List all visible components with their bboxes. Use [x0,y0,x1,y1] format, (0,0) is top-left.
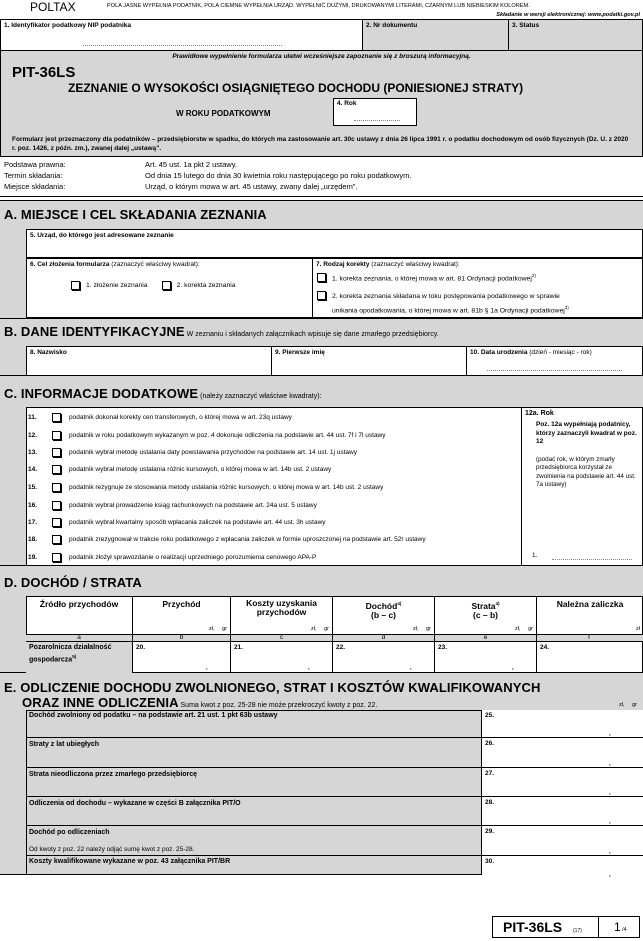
info-item-11: 11. podatnik dokonał korekty cen transferowych, o której mowa w art. 23q ustawy [28,414,292,421]
purpose-option-2-label: 2. korekta zeznania [176,282,236,289]
legal-row [4,160,66,169]
office-field[interactable] [26,229,643,258]
col-header-income: Dochód$^{4)}$ (b – c) zł, gr [333,596,435,634]
correction-type-field [312,258,643,318]
year-12a-bold-note: Poz. 12a wypełniają podatnicy, którzy zaznaczyli kwadrat w poz. 12 [536,421,637,445]
footer-page-number: 1 [614,920,621,934]
info-item-17: 17. podatnik wybrał kwartalny sposób wpłacania zaliczek na podstawie art. 44 ust. 3h ustawy [28,519,326,526]
office-label: 5. Urząd, do którego jest adresowane zeznanie [30,232,174,239]
first-name-field[interactable] [271,346,467,376]
info-item-16: 16. podatnik wybrał prowadzenie ksiąg rachunkowych na podstawie art. 24a ust. 5 ustawy [28,502,317,509]
year-12a-title: 12a. Rok [525,410,554,417]
field-25[interactable]: 25. , [481,710,643,737]
form-description: Formularz jest przeznaczony dla podatników – przedsiębiorstw w spadku, do których ma zastosowanie art. 30c ustawy z dnia 26 lipca 1991 r. o podatku dochodowym od osób fizycznych (Dz. U. z 2020 r. poz. 1426, z późn. zm.), zwanej dalej „ustawą”. [12,136,629,152]
year-12a-input-line [552,559,632,560]
info-14-checkbox[interactable] [52,465,61,474]
info-item-19: 19. podatnik złożył sprawozdanie o realizacji uprzedniego porozumienia cenowego APA-P [28,554,317,561]
footer-code-box [492,916,599,938]
field-23[interactable]: 23. , [435,642,537,673]
correction-option-1-checkbox[interactable] [317,273,326,282]
poltax-brand: POLTAX [30,0,76,14]
section-e-title-line1: E. ODLICZENIE DOCHODU ZWOLNIONEGO, STRAT I KOSZTÓW KWALIFIKOWANYCH [4,680,541,695]
doc-no-label: 2. Nr dokumentu [366,22,418,29]
purpose-option-1-checkbox[interactable] [71,281,80,290]
year-12a-field-label: 1. [532,552,538,559]
legal-label: Podstawa prawna: [4,160,66,169]
info-13-checkbox[interactable] [52,448,61,457]
deduction-row-28: Odliczenia od dochodu – wykazane w części B załącznika PIT/O 28. , [26,797,643,826]
status-field [508,19,643,51]
info-16-checkbox[interactable] [52,501,61,510]
birth-date-label: 10. Data urodzenia (dzień - miesiąc - rok) [470,349,592,356]
section-e-units: zł, gr [618,702,637,708]
year-12a-box[interactable] [521,407,643,566]
year-12a-note: (podać rok, w którym zmarły przedsiębiorca korzystał ze zwolnienia na podstawie art. 44 ust. 7a ustawy) [536,456,636,488]
deduction-row-30: Koszty kwalifikowane wykazane w poz. 43 załącznika PIT/BR 30. , [26,856,643,875]
doc-no-field [362,19,509,51]
field-21[interactable]: 21. , [231,642,333,673]
deduction-row-29: Dochód po odliczeniach Od kwoty z poz. 22 należy odjąć sumę kwot z poz. 25-28. 29. , [26,826,643,856]
info-item-15: 15. podatnik rezygnuje ze stosowania metody ustalania różnic kursowych, o której mowa w art. 14b ust. 2 ustawy [28,484,384,491]
section-d-title: D. DOCHÓD / STRATA [4,575,142,590]
section-e-title-line2: ORAZ INNE ODLICZENIA Suma kwot z poz. 25-28 nie może przekroczyć kwoty z poz. 22. [22,695,378,710]
form-code: PIT-36LS [12,64,76,81]
letter-row: a b c d e f [26,634,643,642]
col-header-revenue: Przychód zł, gr [133,596,231,634]
footer-form-code: PIT-36LS [503,919,563,935]
year-label: W ROKU PODATKOWYM [176,109,271,118]
legal-label: Miejsce składania: [4,182,66,191]
info-item-18: 18. podatnik zrezygnował w trakcie roku podatkowego z wpłacania zaliczek w formie uproszczonej na podstawie art. 52r ustawy [28,536,426,543]
year-input-line [354,120,400,121]
field-28[interactable]: 28. , [481,797,643,825]
guide-note: Prawidłowe wypełnienie formularza ułatwi wcześniejsze zapoznanie się z broszurą informacyjną. [172,53,471,60]
field-29[interactable]: 29. , [481,826,643,855]
info-17-checkbox[interactable] [52,518,61,527]
field-22[interactable]: 22. , [333,642,435,673]
section-c-title: C. INFORMACJE DODATKOWE (należy zaznaczyć właściwe kwadraty): [4,386,322,401]
col-header-source: Źródło przychodów [26,596,133,634]
field-26[interactable]: 26. , [481,738,643,767]
status-label: 3. Status [512,22,540,29]
purpose-option-2-checkbox[interactable] [162,281,171,290]
section-b-title: B. DANE IDENTYFIKACYJNE W zeznaniu i składanych załącznikach wpisuje się dane zmarłego przedsiębiorcy. [4,324,439,339]
col-header-costs: Koszty uzyskania przychodów zł, gr [231,596,333,634]
purpose-label: 6. Cel złożenia formularza (zaznaczyć właściwy kwadrat): [30,261,200,268]
fill-instruction: POLA JASNE WYPEŁNIA PODATNIK, POLA CIEMNE WYPEŁNIA URZĄD. WYPEŁNIĆ DUŻYMI, DRUKOWANYMI LITERAMI, CZARNYM LUB NIEBIESKIM KOLOREM. [107,3,530,9]
year-field-label: 4. Rok [337,100,357,107]
nip-input-line [83,45,282,46]
form-title: ZEZNANIE O WYSOKOŚCI OSIĄGNIĘTEGO DOCHODU (PONIESIONEJ STRATY) [68,81,524,95]
info-12-checkbox[interactable] [52,431,61,440]
field-24[interactable]: 24. [540,644,550,651]
correction-option-2-checkbox[interactable] [317,291,326,300]
correction-option-1-label: 1. korekta zeznania, o której mowa w art. 81 Ordynacji podatkowej$^{2)}$ [332,273,536,283]
deduction-row-25: Dochód zwolniony od podatku – na podstawie art. 21 ust. 1 pkt 63b ustawy 25. , [26,710,643,738]
legal-row [4,171,62,180]
row-label-business: Pozarolnicza działalność gospodarcza$^{5)}$ [26,642,133,673]
legal-value: Od dnia 15 lutego do dnia 30 kwietnia roku następującego po roku podatkowym. [145,171,412,180]
first-name-label: 9. Pierwsze imię [275,349,325,356]
info-19-checkbox[interactable] [52,553,61,562]
deduction-row-26: Straty z lat ubiegłych 26. , [26,738,643,768]
footer-page-total: /4 [622,927,627,933]
nip-field[interactable] [0,19,363,51]
field-30[interactable]: 30. , [481,856,643,875]
legal-value: Art. 45 ust. 1a pkt 2 ustawy. [145,160,237,169]
footer-page-box [598,916,640,938]
field-27[interactable]: 27. , [481,768,643,796]
legal-value: Urząd, o którym mowa w art. 45 ustawy, zwany dalej „urzędem”. [145,182,358,191]
info-11-checkbox[interactable] [52,413,61,422]
section-a-title: A. MIEJSCE I CEL SKŁADANIA ZEZNANIA [4,207,267,222]
nip-label: 1. Identyfikator podatkowy NIP podatnika [4,22,132,29]
footer-form-version: (17) [573,928,582,934]
correction-type-label: 7. Rodzaj korekty (zaznaczyć właściwy kwadrat): [316,261,460,268]
col-header-advance: Należna zaliczka zł [556,599,640,632]
surname-field[interactable] [26,346,272,376]
electronic-filing-note: Składanie w wersji elektronicznej: www.podatki.gov.pl [496,12,640,18]
legal-block [0,157,643,197]
deduction-row-27: Strata nieodliczona przez zmarłego przedsiębiorcę 27. , [26,768,643,797]
correction-option-2-label: 2. korekta zeznania składana w toku postępowania podatkowego w sprawie unikania opodatkowania, o której mowa w art. 81b § 1a Ordynacji podatkowej$^{3)}$ [332,293,569,315]
info-item-13: 13. podatnik wybrał metodę ustalania daty powstawania przychodów na podstawie art. 14 ust. 1j ustawy [28,449,357,456]
birth-date-input-line [487,370,622,371]
purpose-option-1-label: 1. złożenie zeznania [86,282,148,289]
info-item-14: 14. podatnik wybrał metodę ustalania różnic kursowych, o której mowa w art. 14b ust. 2 ustawy [28,466,332,473]
year-field[interactable] [333,98,417,126]
surname-label: 8. Nazwisko [30,349,67,356]
purpose-field [26,258,313,318]
legal-label: Termin składania: [4,171,63,180]
col-header-loss: Strata$^{4)}$ (c – b) zł, gr [435,596,537,634]
info-item-12: 12. podatnik w roku podatkowym wykazanym w poz. 4 dokonuje odliczenia na podstawie art. 44 ust. 7f i 7l ustawy [28,432,386,439]
birth-date-field[interactable] [466,346,643,376]
legal-row [4,182,65,191]
info-18-checkbox[interactable] [52,535,61,544]
field-20[interactable]: 20. , [133,642,231,673]
info-15-checkbox[interactable] [52,483,61,492]
